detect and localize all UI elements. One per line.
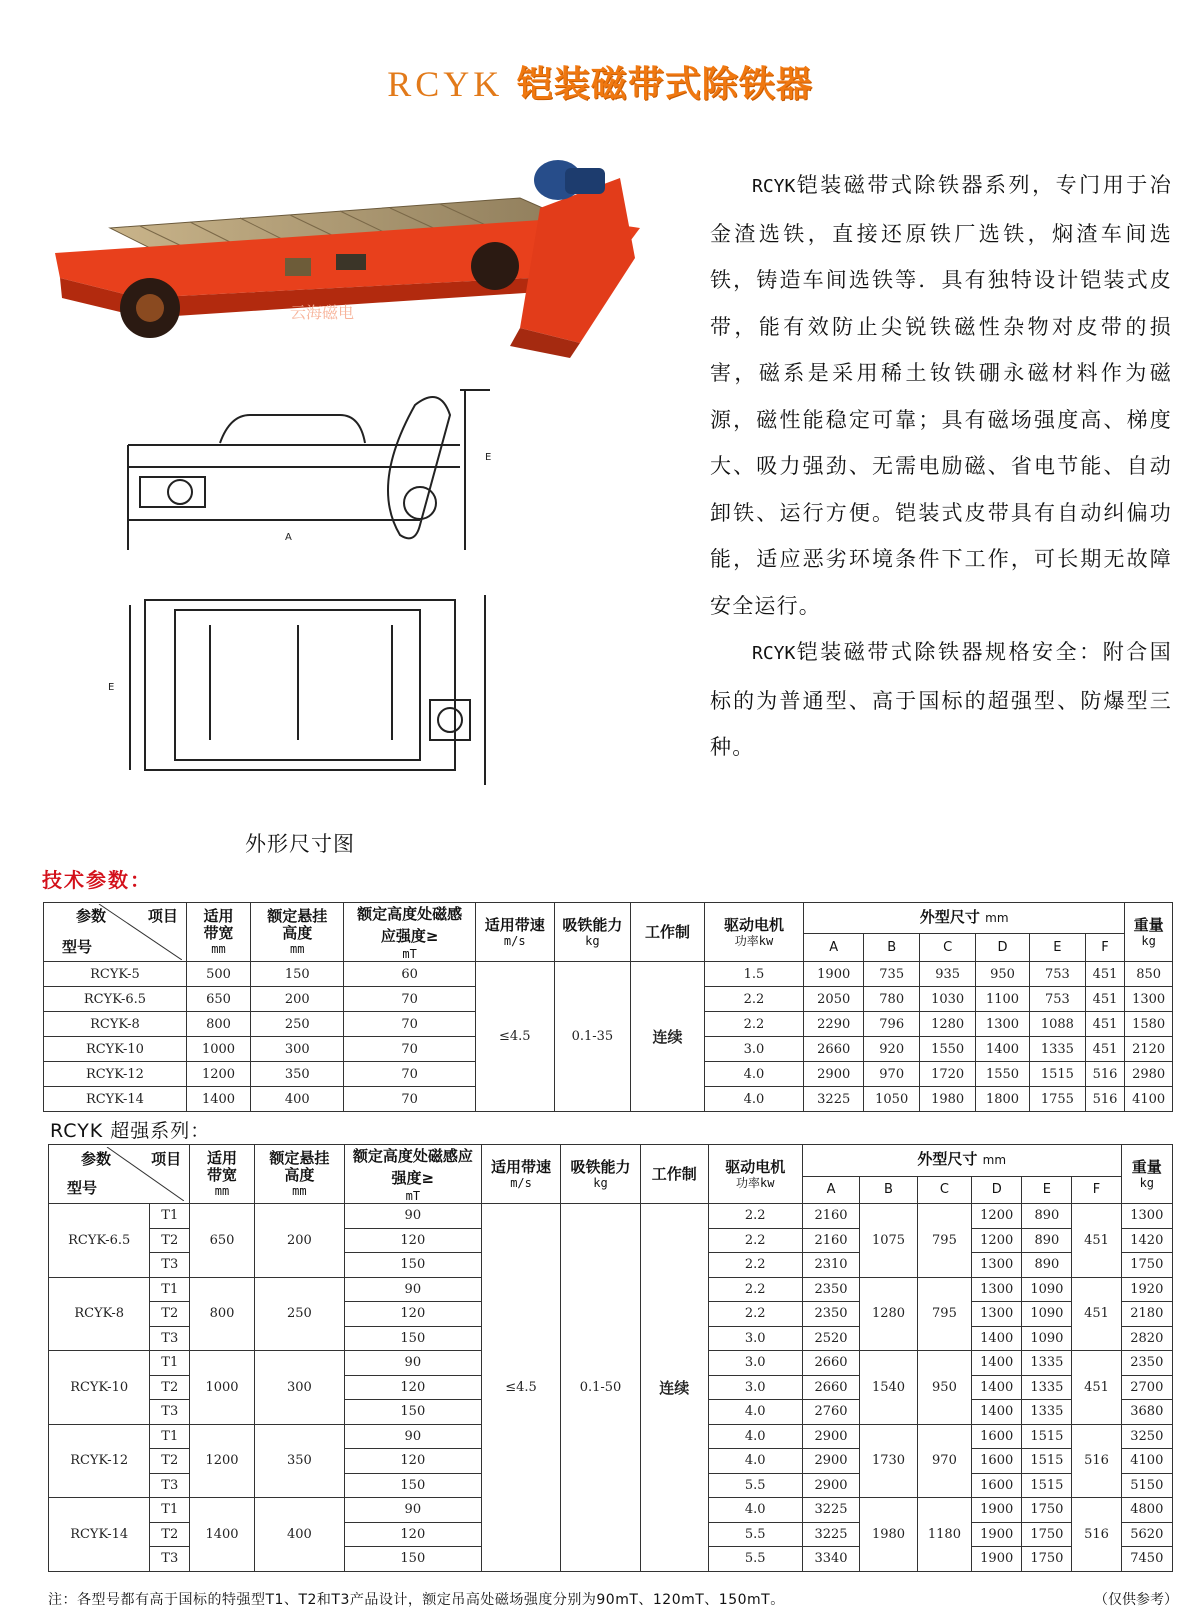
cell-model: RCYK-10 bbox=[44, 1037, 187, 1062]
cell-dim-c: 1550 bbox=[920, 1037, 976, 1062]
header-motor: 驱动电机 功率kw bbox=[708, 1145, 802, 1204]
cell-subtype: T1 bbox=[150, 1498, 190, 1523]
cell-motor: 4.0 bbox=[704, 1087, 803, 1112]
cell-motor: 3.0 bbox=[704, 1037, 803, 1062]
cell-model: RCYK-8 bbox=[49, 1277, 150, 1351]
cell-motor: 5.5 bbox=[708, 1522, 802, 1547]
cell-model: RCYK-14 bbox=[49, 1498, 150, 1572]
header-dim-b: B bbox=[864, 933, 920, 961]
cell-mode: 连续 bbox=[631, 962, 705, 1112]
header-dim-e: E bbox=[1022, 1176, 1072, 1203]
cell-motor: 4.0 bbox=[708, 1498, 802, 1523]
cell-model: RCYK-8 bbox=[44, 1012, 187, 1037]
cell-height: 200 bbox=[254, 1204, 344, 1278]
header-motor: 驱动电机 功率kw bbox=[704, 903, 803, 962]
table-row bbox=[49, 1204, 1173, 1229]
cell-width: 1400 bbox=[190, 1498, 255, 1572]
product-photo bbox=[50, 158, 650, 368]
cell-weight: 1580 bbox=[1125, 1012, 1173, 1037]
cell-weight: 7450 bbox=[1121, 1547, 1172, 1572]
drawing2-label-e: E bbox=[108, 682, 115, 693]
cell-subtype: T1 bbox=[150, 1204, 190, 1229]
cell-dim-d: 1300 bbox=[972, 1302, 1022, 1327]
cell-dim-f: 451 bbox=[1085, 962, 1124, 987]
header-dim-c: C bbox=[920, 933, 976, 961]
cell-motor: 2.2 bbox=[704, 987, 803, 1012]
cell-height: 400 bbox=[254, 1498, 344, 1572]
photo-label: 云海磁电 bbox=[290, 303, 355, 322]
cell-field: 120 bbox=[344, 1228, 481, 1253]
cell-weight: 1420 bbox=[1121, 1228, 1172, 1253]
cell-dim-e: 1750 bbox=[1022, 1522, 1072, 1547]
cell-dim-e: 1335 bbox=[1029, 1037, 1085, 1062]
cell-height: 300 bbox=[251, 1037, 344, 1062]
cell-dim-d: 1200 bbox=[972, 1228, 1022, 1253]
cell-dim-e: 1750 bbox=[1022, 1547, 1072, 1572]
cell-weight: 1750 bbox=[1121, 1253, 1172, 1278]
cell-dim-e: 1515 bbox=[1029, 1062, 1085, 1087]
cell-dim-c: 950 bbox=[917, 1351, 971, 1425]
cell-weight: 2180 bbox=[1121, 1302, 1172, 1327]
cell-motor: 4.0 bbox=[708, 1400, 802, 1425]
cell-subtype: T2 bbox=[150, 1522, 190, 1547]
cell-field: 70 bbox=[344, 1087, 476, 1112]
cell-subtype: T3 bbox=[150, 1547, 190, 1572]
cell-dim-a: 2290 bbox=[804, 1012, 864, 1037]
cell-field: 150 bbox=[344, 1253, 481, 1278]
cell-dim-f: 451 bbox=[1072, 1277, 1121, 1351]
cell-subtype: T2 bbox=[150, 1449, 190, 1474]
cell-height: 400 bbox=[251, 1087, 344, 1112]
cell-dim-e: 753 bbox=[1029, 987, 1085, 1012]
cell-dim-e: 1090 bbox=[1022, 1277, 1072, 1302]
cell-dim-e: 1335 bbox=[1022, 1400, 1072, 1425]
cell-dim-b: 1730 bbox=[860, 1424, 918, 1498]
cell-width: 1200 bbox=[190, 1424, 255, 1498]
cell-model: RCYK-12 bbox=[49, 1424, 150, 1498]
cell-width: 1000 bbox=[190, 1351, 255, 1425]
cell-dim-d: 1800 bbox=[976, 1087, 1030, 1112]
cell-dim-e: 753 bbox=[1029, 962, 1085, 987]
header-dim-a: A bbox=[802, 1176, 860, 1203]
header-weight: 重量 kg bbox=[1125, 903, 1173, 962]
cell-dim-e: 1755 bbox=[1029, 1087, 1085, 1112]
cell-dim-a: 3225 bbox=[802, 1522, 860, 1547]
cell-height: 350 bbox=[251, 1062, 344, 1087]
cell-weight: 5620 bbox=[1121, 1522, 1172, 1547]
cell-weight: 5150 bbox=[1121, 1473, 1172, 1498]
cell-dim-b: 1540 bbox=[860, 1351, 918, 1425]
cell-weight: 4100 bbox=[1125, 1087, 1173, 1112]
cell-field: 90 bbox=[344, 1351, 481, 1376]
cell-dim-d: 1400 bbox=[972, 1400, 1022, 1425]
cell-dim-f: 451 bbox=[1085, 1012, 1124, 1037]
cell-dim-d: 1100 bbox=[976, 987, 1030, 1012]
cell-motor: 3.0 bbox=[708, 1326, 802, 1351]
cell-dim-c: 1720 bbox=[920, 1062, 976, 1087]
cell-motor: 5.5 bbox=[708, 1473, 802, 1498]
cell-dim-d: 1200 bbox=[972, 1204, 1022, 1229]
cell-dim-b: 1050 bbox=[864, 1087, 920, 1112]
top-view-drawing bbox=[100, 590, 520, 800]
cell-field: 90 bbox=[344, 1498, 481, 1523]
cell-dim-c: 970 bbox=[917, 1424, 971, 1498]
cell-subtype: T2 bbox=[150, 1228, 190, 1253]
cell-dim-a: 3225 bbox=[804, 1087, 864, 1112]
description-paragraph-1: RCYK铠装磁带式除铁器系列，专门用于冶金渣选铁，直接还原铁厂选铁，焖渣车间选铁，铸造车间选铁等．具有独特设计铠装式皮带，能有效防止尖锐铁磁性杂物对皮带的损害，磁系是采用稀土钕铁硼永磁材料作为磁源，磁性能稳定可靠；具有磁场强度高、梯度大、吸力强劲、无需电励磁、省电节能、自动卸铁、运行方便。铠装式皮带具有自动纠偏功能，适应恶劣环境条件下工作，可长期无故障安全运行。 bbox=[710, 173, 1172, 618]
cell-weight: 1920 bbox=[1121, 1277, 1172, 1302]
cell-dim-a: 2350 bbox=[802, 1277, 860, 1302]
cell-weight: 3680 bbox=[1121, 1400, 1172, 1425]
cell-subtype: T3 bbox=[150, 1253, 190, 1278]
cell-dim-a: 2050 bbox=[804, 987, 864, 1012]
header-field: 额定高度处磁感应强度≥ mT bbox=[344, 903, 476, 962]
cell-dim-a: 2900 bbox=[802, 1449, 860, 1474]
cell-field: 70 bbox=[344, 1037, 476, 1062]
title-name: 铠装磁带式除铁器 bbox=[516, 64, 813, 105]
cell-motor: 4.0 bbox=[708, 1424, 802, 1449]
cell-field: 150 bbox=[344, 1326, 481, 1351]
cell-dim-b: 1280 bbox=[860, 1277, 918, 1351]
title-code: RCYK bbox=[387, 64, 504, 104]
cell-weight: 850 bbox=[1125, 962, 1173, 987]
cell-dim-e: 890 bbox=[1022, 1204, 1072, 1229]
cell-dim-f: 516 bbox=[1085, 1062, 1124, 1087]
drawing-caption: 外形尺寸图 bbox=[245, 832, 355, 856]
drawing-label-a: A bbox=[285, 532, 292, 543]
cell-subtype: T1 bbox=[150, 1351, 190, 1376]
cell-field: 120 bbox=[344, 1522, 481, 1547]
cell-motor: 4.0 bbox=[708, 1449, 802, 1474]
header-dim-e: E bbox=[1029, 933, 1085, 961]
product-description bbox=[710, 162, 1172, 771]
cell-width: 650 bbox=[186, 987, 250, 1012]
cell-dim-d: 1900 bbox=[972, 1498, 1022, 1523]
cell-subtype: T2 bbox=[150, 1302, 190, 1327]
header-mode: 工作制 bbox=[640, 1145, 708, 1204]
cell-model: RCYK-5 bbox=[44, 962, 187, 987]
cell-model: RCYK-10 bbox=[49, 1351, 150, 1425]
cell-width: 500 bbox=[186, 962, 250, 987]
cell-subtype: T1 bbox=[150, 1277, 190, 1302]
cell-dim-f: 516 bbox=[1085, 1087, 1124, 1112]
cell-field: 70 bbox=[344, 987, 476, 1012]
cell-dim-c: 1280 bbox=[920, 1012, 976, 1037]
cell-dim-a: 2660 bbox=[802, 1375, 860, 1400]
cell-dim-d: 1600 bbox=[972, 1449, 1022, 1474]
header-param-model: 项目 型号 参数 bbox=[44, 903, 187, 962]
cell-motor: 1.5 bbox=[704, 962, 803, 987]
cell-dim-e: 1090 bbox=[1022, 1326, 1072, 1351]
cell-dim-e: 1515 bbox=[1022, 1424, 1072, 1449]
cell-dim-a: 3225 bbox=[802, 1498, 860, 1523]
cell-field: 150 bbox=[344, 1547, 481, 1572]
cell-motor: 4.0 bbox=[704, 1062, 803, 1087]
cell-dim-d: 1400 bbox=[972, 1351, 1022, 1376]
cell-field: 120 bbox=[344, 1375, 481, 1400]
cell-subtype: T2 bbox=[150, 1375, 190, 1400]
description-paragraph-2: RCYK铠装磁带式除铁器规格安全：附合国标的为普通型、高于国标的超强型、防爆型三种。 bbox=[710, 640, 1172, 759]
cell-mode: 连续 bbox=[640, 1204, 708, 1572]
cell-dim-d: 950 bbox=[976, 962, 1030, 987]
cell-dim-e: 1515 bbox=[1022, 1473, 1072, 1498]
section-heading-tech: 技术参数： bbox=[42, 868, 152, 892]
cell-dim-d: 1300 bbox=[972, 1253, 1022, 1278]
header-capacity: 吸铁能力 kg bbox=[561, 1145, 640, 1204]
cell-height: 150 bbox=[251, 962, 344, 987]
cell-weight: 2820 bbox=[1121, 1326, 1172, 1351]
side-view-drawing bbox=[120, 385, 520, 570]
cell-dim-b: 735 bbox=[864, 962, 920, 987]
cell-dim-d: 1600 bbox=[972, 1424, 1022, 1449]
page-title bbox=[0, 56, 1200, 107]
cell-subtype: T3 bbox=[150, 1326, 190, 1351]
cell-dim-a: 2660 bbox=[802, 1351, 860, 1376]
cell-dim-c: 1180 bbox=[917, 1498, 971, 1572]
cell-dim-a: 2520 bbox=[802, 1326, 860, 1351]
cell-subtype: T1 bbox=[150, 1424, 190, 1449]
cell-dim-a: 2660 bbox=[804, 1037, 864, 1062]
cell-field: 120 bbox=[344, 1302, 481, 1327]
cell-motor: 2.2 bbox=[704, 1012, 803, 1037]
cell-dim-f: 516 bbox=[1072, 1498, 1121, 1572]
cell-dim-d: 1900 bbox=[972, 1522, 1022, 1547]
cell-height: 250 bbox=[254, 1277, 344, 1351]
cell-dim-e: 1335 bbox=[1022, 1375, 1072, 1400]
cell-field: 150 bbox=[344, 1400, 481, 1425]
cell-height: 250 bbox=[251, 1012, 344, 1037]
header-capacity: 吸铁能力 kg bbox=[554, 903, 631, 962]
cell-field: 150 bbox=[344, 1473, 481, 1498]
cell-dim-a: 2160 bbox=[802, 1228, 860, 1253]
cell-dim-e: 890 bbox=[1022, 1228, 1072, 1253]
cell-capacity: 0.1-35 bbox=[554, 962, 631, 1112]
cell-dim-d: 1400 bbox=[976, 1037, 1030, 1062]
cell-dim-f: 451 bbox=[1085, 987, 1124, 1012]
cell-dim-f: 451 bbox=[1072, 1351, 1121, 1425]
cell-weight: 2350 bbox=[1121, 1351, 1172, 1376]
section-heading-super: RCYK 超强系列： bbox=[50, 1120, 211, 1142]
cell-weight: 1300 bbox=[1125, 987, 1173, 1012]
cell-dim-b: 1075 bbox=[860, 1204, 918, 1278]
header-dim-c: C bbox=[917, 1176, 971, 1203]
cell-model: RCYK-6.5 bbox=[44, 987, 187, 1012]
cell-weight: 4800 bbox=[1121, 1498, 1172, 1523]
cell-motor: 5.5 bbox=[708, 1547, 802, 1572]
spec-table-super bbox=[48, 1144, 1173, 1572]
header-dim-d: D bbox=[972, 1176, 1022, 1203]
cell-dim-f: 516 bbox=[1072, 1424, 1121, 1498]
cell-width: 1400 bbox=[186, 1087, 250, 1112]
footnote: 注：各型号都有高于国标的特强型T1、T2和T3产品设计，额定吊高处磁场强度分别为90mT、120mT、150mT。 bbox=[48, 1592, 785, 1608]
cell-dim-a: 2900 bbox=[802, 1473, 860, 1498]
cell-model: RCYK-12 bbox=[44, 1062, 187, 1087]
cell-dim-a: 2900 bbox=[804, 1062, 864, 1087]
cell-dim-d: 1400 bbox=[972, 1375, 1022, 1400]
cell-dim-a: 1900 bbox=[804, 962, 864, 987]
spec-table-standard bbox=[43, 902, 1173, 1112]
cell-weight: 1300 bbox=[1121, 1204, 1172, 1229]
cell-dim-a: 2310 bbox=[802, 1253, 860, 1278]
cell-field: 90 bbox=[344, 1277, 481, 1302]
cell-height: 200 bbox=[251, 987, 344, 1012]
cell-dim-a: 2760 bbox=[802, 1400, 860, 1425]
cell-dim-c: 795 bbox=[917, 1277, 971, 1351]
header-dim-d: D bbox=[976, 933, 1030, 961]
cell-motor: 3.0 bbox=[708, 1375, 802, 1400]
cell-dim-c: 935 bbox=[920, 962, 976, 987]
cell-speed: ≤4.5 bbox=[475, 962, 554, 1112]
cell-height: 350 bbox=[254, 1424, 344, 1498]
header-height: 额定悬挂高度 mm bbox=[254, 1145, 344, 1204]
cell-dim-d: 1300 bbox=[976, 1012, 1030, 1037]
cell-width: 800 bbox=[186, 1012, 250, 1037]
cell-weight: 2120 bbox=[1125, 1037, 1173, 1062]
header-speed: 适用带速 m/s bbox=[481, 1145, 560, 1204]
cell-dim-c: 795 bbox=[917, 1204, 971, 1278]
header-mode: 工作制 bbox=[631, 903, 705, 962]
cell-field: 90 bbox=[344, 1424, 481, 1449]
cell-width: 650 bbox=[190, 1204, 255, 1278]
cell-dim-b: 780 bbox=[864, 987, 920, 1012]
header-dim-f: F bbox=[1072, 1176, 1121, 1203]
cell-dim-b: 920 bbox=[864, 1037, 920, 1062]
cell-subtype: T3 bbox=[150, 1400, 190, 1425]
cell-model: RCYK-6.5 bbox=[49, 1204, 150, 1278]
cell-width: 1200 bbox=[186, 1062, 250, 1087]
cell-field: 70 bbox=[344, 1012, 476, 1037]
cell-field: 70 bbox=[344, 1062, 476, 1087]
cell-dim-b: 796 bbox=[864, 1012, 920, 1037]
cell-motor: 2.2 bbox=[708, 1277, 802, 1302]
cell-weight: 2700 bbox=[1121, 1375, 1172, 1400]
cell-dim-c: 1030 bbox=[920, 987, 976, 1012]
header-dim-a: A bbox=[804, 933, 864, 961]
cell-dim-e: 1750 bbox=[1022, 1498, 1072, 1523]
cell-motor: 2.2 bbox=[708, 1204, 802, 1229]
cell-dim-e: 1335 bbox=[1022, 1351, 1072, 1376]
cell-weight: 4100 bbox=[1121, 1449, 1172, 1474]
cell-dim-d: 1900 bbox=[972, 1547, 1022, 1572]
cell-dim-e: 890 bbox=[1022, 1253, 1072, 1278]
cell-motor: 2.2 bbox=[708, 1253, 802, 1278]
cell-model: RCYK-14 bbox=[44, 1087, 187, 1112]
cell-field: 90 bbox=[344, 1204, 481, 1229]
cell-width: 1000 bbox=[186, 1037, 250, 1062]
cell-field: 60 bbox=[344, 962, 476, 987]
cell-dim-b: 1980 bbox=[860, 1498, 918, 1572]
cell-capacity: 0.1-50 bbox=[561, 1204, 640, 1572]
header-width: 适用带宽 mm bbox=[186, 903, 250, 962]
cell-speed: ≤4.5 bbox=[481, 1204, 560, 1572]
cell-dim-b: 970 bbox=[864, 1062, 920, 1087]
header-dim-b: B bbox=[860, 1176, 918, 1203]
cell-weight: 2980 bbox=[1125, 1062, 1173, 1087]
cell-motor: 2.2 bbox=[708, 1228, 802, 1253]
cell-dim-f: 451 bbox=[1072, 1204, 1121, 1278]
cell-dim-e: 1088 bbox=[1029, 1012, 1085, 1037]
header-width: 适用带宽 mm bbox=[190, 1145, 255, 1204]
cell-motor: 2.2 bbox=[708, 1302, 802, 1327]
cell-dim-a: 2160 bbox=[802, 1204, 860, 1229]
cell-motor: 3.0 bbox=[708, 1351, 802, 1376]
cell-subtype: T3 bbox=[150, 1473, 190, 1498]
header-dim-f: F bbox=[1085, 933, 1124, 961]
cell-dim-f: 451 bbox=[1085, 1037, 1124, 1062]
cell-dim-c: 1980 bbox=[920, 1087, 976, 1112]
cell-dim-d: 1550 bbox=[976, 1062, 1030, 1087]
cell-height: 300 bbox=[254, 1351, 344, 1425]
header-weight: 重量 kg bbox=[1121, 1145, 1172, 1204]
cell-dim-d: 1400 bbox=[972, 1326, 1022, 1351]
cell-dim-a: 2900 bbox=[802, 1424, 860, 1449]
header-param-model: 项目 型号 参数 bbox=[49, 1145, 190, 1204]
cell-dim-d: 1600 bbox=[972, 1473, 1022, 1498]
cell-dim-a: 3340 bbox=[802, 1547, 860, 1572]
table-row bbox=[44, 962, 1173, 987]
header-height: 额定悬挂高度 mm bbox=[251, 903, 344, 962]
header-field: 额定高度处磁感应强度≥ mT bbox=[344, 1145, 481, 1204]
header-dims: 外型尺寸 mm bbox=[804, 903, 1125, 934]
cell-dim-e: 1515 bbox=[1022, 1449, 1072, 1474]
reference-note: （仅供参考） bbox=[1094, 1592, 1178, 1608]
cell-dim-d: 1300 bbox=[972, 1277, 1022, 1302]
cell-field: 120 bbox=[344, 1449, 481, 1474]
drawing-label-e: E bbox=[485, 452, 492, 463]
cell-dim-a: 2350 bbox=[802, 1302, 860, 1327]
header-speed: 适用带速 m/s bbox=[475, 903, 554, 962]
cell-width: 800 bbox=[190, 1277, 255, 1351]
cell-dim-e: 1090 bbox=[1022, 1302, 1072, 1327]
header-dims: 外型尺寸 mm bbox=[802, 1145, 1121, 1177]
cell-weight: 3250 bbox=[1121, 1424, 1172, 1449]
